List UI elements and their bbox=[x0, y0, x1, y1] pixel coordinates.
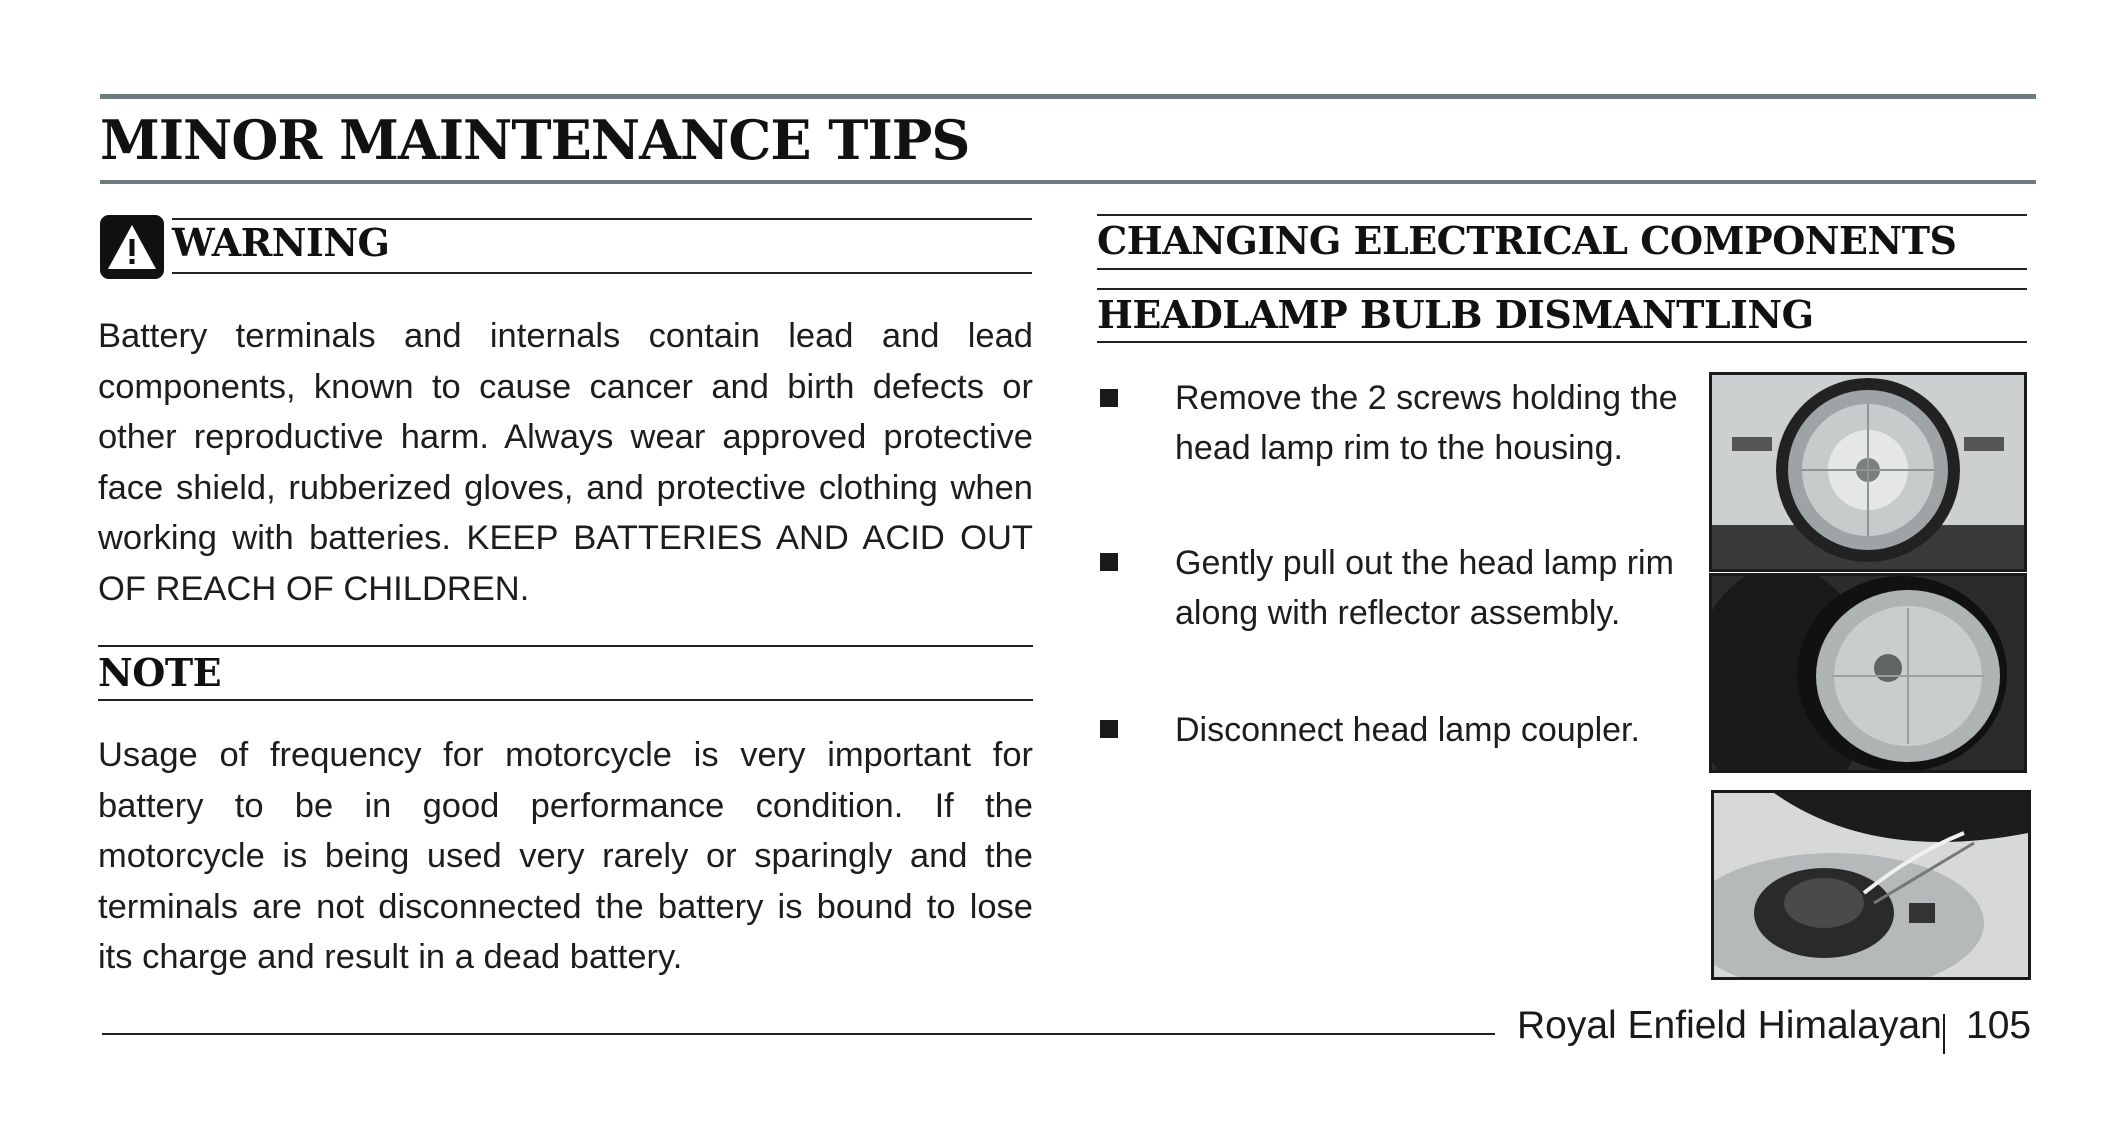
step-2-line-1: Gently pull out the head lamp rim bbox=[1175, 544, 1674, 582]
footer-rule bbox=[102, 1033, 1495, 1035]
step-2-line-2: along with reflector assembly. bbox=[1175, 594, 1621, 632]
headlamp-rim-removed-photo bbox=[1709, 573, 2027, 773]
warning-text: Battery terminals and internals contain lead and lead components, known to cause cancer and birth defects or other reproductive harm. Always wear approved protective face shield, rubberized gloves, and protective clothing when working with batteries. KEEP BATTERIES AND ACID OUT OF REACH OF CHILDREN. bbox=[98, 317, 1033, 608]
footer-book-title: Royal Enfield Himalayan bbox=[1517, 1004, 1942, 1047]
note-rule-top bbox=[98, 645, 1033, 647]
note-text: Usage of frequency for motorcycle is very important for battery to be in good performance condition. If the motorcycle is being used very rarely or sparingly and the terminals are not disconnected the battery is bound to lose its charge and result in a dead battery. bbox=[98, 736, 1033, 976]
step-text bbox=[1175, 538, 1674, 638]
step-bullet bbox=[1100, 553, 1118, 571]
headlamp-front-photo bbox=[1709, 372, 2027, 572]
step-1-line-2: head lamp rim to the housing. bbox=[1175, 429, 1623, 467]
top-rule bbox=[100, 94, 2036, 99]
electrical-heading: CHANGING ELECTRICAL COMPONENTS bbox=[1097, 218, 1957, 263]
electrical-rule-mid-b bbox=[1097, 288, 2027, 290]
title-rule bbox=[100, 180, 2036, 184]
note-heading: NOTE bbox=[98, 650, 222, 695]
step-text bbox=[1175, 705, 1640, 755]
step-3-line-1: Disconnect head lamp coupler. bbox=[1175, 711, 1640, 749]
warning-heading: WARNING bbox=[172, 220, 390, 265]
electrical-rule-mid-a bbox=[1097, 268, 2027, 270]
footer-separator bbox=[1943, 1014, 1945, 1054]
page-number: 105 bbox=[1966, 1004, 2032, 1047]
headlamp-coupler-photo bbox=[1711, 790, 2031, 980]
warning-rule-bottom bbox=[172, 272, 1032, 274]
note-rule-bottom bbox=[98, 699, 1033, 701]
step-bullet bbox=[1100, 389, 1118, 407]
step-bullet bbox=[1100, 720, 1118, 738]
step-1-line-1: Remove the 2 screws holding the bbox=[1175, 379, 1678, 417]
headlamp-rule-bottom bbox=[1097, 341, 2027, 343]
step-text bbox=[1175, 373, 1678, 473]
headlamp-subheading: HEADLAMP BULB DISMANTLING bbox=[1097, 292, 1814, 337]
electrical-rule-top bbox=[1097, 214, 2027, 216]
warning-triangle-icon bbox=[100, 215, 164, 279]
page-title: MINOR MAINTENANCE TIPS bbox=[100, 108, 970, 172]
